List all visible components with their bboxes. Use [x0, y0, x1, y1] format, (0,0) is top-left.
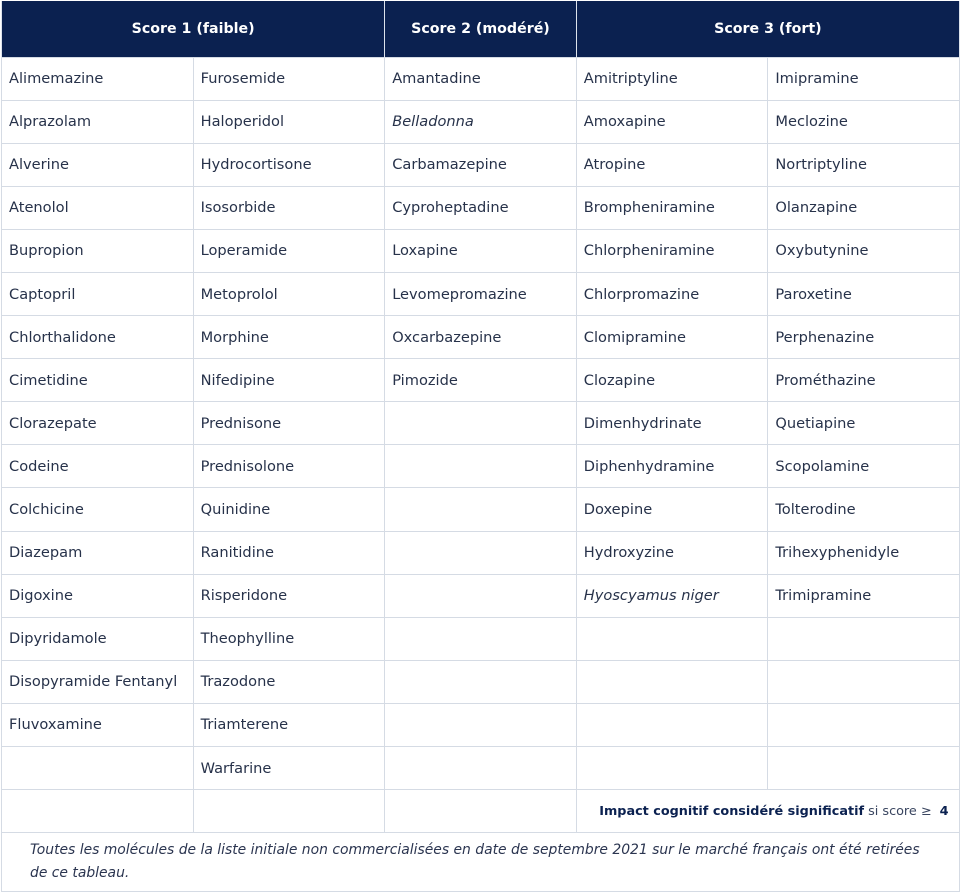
drug-name-cell: Cimetidine [2, 359, 194, 402]
empty-cell [768, 703, 960, 746]
empty-cell [2, 747, 194, 790]
drug-name-cell: Theophylline [193, 617, 385, 660]
drug-name-cell: Hyoscyamus niger [576, 574, 768, 617]
drug-name-cell: Morphine [193, 316, 385, 359]
drug-name-cell: Risperidone [193, 574, 385, 617]
empty-cell [193, 790, 385, 833]
drug-name-cell: Prométhazine [768, 359, 960, 402]
drug-name-cell: Chlorpheniramine [576, 229, 768, 272]
drug-name-cell: Clozapine [576, 359, 768, 402]
empty-cell [385, 747, 577, 790]
drug-name-cell: Tolterodine [768, 488, 960, 531]
drug-name-cell: Loxapine [385, 229, 577, 272]
drug-name-cell: Quinidine [193, 488, 385, 531]
table-header-row [2, 1, 960, 57]
drug-name-cell: Paroxetine [768, 272, 960, 315]
empty-cell [385, 402, 577, 445]
drug-name-cell: Clorazepate [2, 402, 194, 445]
table-row [2, 359, 960, 402]
drug-name-cell: Chlorpromazine [576, 272, 768, 315]
drug-name-cell: Cyproheptadine [385, 186, 577, 229]
drug-name-cell: Amantadine [385, 57, 577, 100]
empty-cell [576, 617, 768, 660]
table-row [2, 186, 960, 229]
drug-name-cell: Isosorbide [193, 186, 385, 229]
drug-name-cell: Haloperidol [193, 100, 385, 143]
impact-note [576, 790, 959, 833]
anticholinergic-score-table-wrapper [1, 1, 959, 892]
drug-name-cell: Trihexyphenidyle [768, 531, 960, 574]
drug-name-cell: Amoxapine [576, 100, 768, 143]
drug-name-cell: Chlorthalidone [2, 316, 194, 359]
drug-name-cell: Loperamide [193, 229, 385, 272]
drug-name-cell: Hydroxyzine [576, 531, 768, 574]
drug-name-cell: Ranitidine [193, 531, 385, 574]
drug-name-cell: Alprazolam [2, 100, 194, 143]
drug-name-cell: Atenolol [2, 186, 194, 229]
empty-cell [768, 617, 960, 660]
impact-note-strong: Impact cognitif considéré significatif [599, 803, 865, 819]
impact-threshold-value: 4 [939, 803, 949, 819]
empty-cell [2, 790, 194, 833]
impact-row [2, 790, 960, 833]
drug-name-cell: Prednisone [193, 402, 385, 445]
drug-name-cell: Oxybutynine [768, 229, 960, 272]
table-row [2, 488, 960, 531]
header-score-3: Score 3 (fort) [576, 1, 959, 57]
footnote: Toutes les molécules de la liste initiale non commercialisées en date de septembre 2021 sur le marché français ont été retirées de ce tableau. [2, 833, 960, 892]
header-score-2: Score 2 (modéré) [385, 1, 577, 57]
drug-name-cell: Prednisolone [193, 445, 385, 488]
drug-name-cell: Disopyramide Fentanyl [2, 660, 194, 703]
drug-name-cell: Imipramine [768, 57, 960, 100]
drug-name-cell: Atropine [576, 143, 768, 186]
empty-cell [768, 747, 960, 790]
empty-cell [768, 660, 960, 703]
table-row [2, 229, 960, 272]
drug-name-cell: Dipyridamole [2, 617, 194, 660]
impact-note-text: si score ≥ [868, 803, 932, 819]
drug-name-cell: Quetiapine [768, 402, 960, 445]
empty-cell [385, 617, 577, 660]
table-row [2, 316, 960, 359]
drug-name-cell: Metoprolol [193, 272, 385, 315]
drug-name-cell: Perphenazine [768, 316, 960, 359]
drug-name-cell: Amitriptyline [576, 57, 768, 100]
empty-cell [385, 790, 577, 833]
drug-name-cell: Captopril [2, 272, 194, 315]
drug-name-cell: Oxcarbazepine [385, 316, 577, 359]
empty-cell [385, 445, 577, 488]
drug-name-cell: Diphenhydramine [576, 445, 768, 488]
drug-name-cell: Colchicine [2, 488, 194, 531]
drug-name-cell: Meclozine [768, 100, 960, 143]
drug-name-cell: Olanzapine [768, 186, 960, 229]
drug-name-cell: Alverine [2, 143, 194, 186]
drug-name-cell: Clomipramine [576, 316, 768, 359]
drug-name-cell: Alimemazine [2, 57, 194, 100]
header-score-1: Score 1 (faible) [2, 1, 385, 57]
empty-cell [385, 574, 577, 617]
table-row [2, 402, 960, 445]
drug-name-cell: Pimozide [385, 359, 577, 402]
drug-name-cell: Scopolamine [768, 445, 960, 488]
empty-cell [385, 703, 577, 746]
empty-cell [576, 747, 768, 790]
drug-name-cell: Brompheniramine [576, 186, 768, 229]
drug-name-cell: Trimipramine [768, 574, 960, 617]
drug-name-cell: Nifedipine [193, 359, 385, 402]
table-row [2, 445, 960, 488]
drug-name-cell: Bupropion [2, 229, 194, 272]
empty-cell [385, 488, 577, 531]
table-row [2, 143, 960, 186]
table-row [2, 531, 960, 574]
empty-cell [576, 703, 768, 746]
drug-name-cell: Triamterene [193, 703, 385, 746]
table-row [2, 703, 960, 746]
table-row [2, 574, 960, 617]
empty-cell [385, 660, 577, 703]
drug-name-cell: Hydrocortisone [193, 143, 385, 186]
anticholinergic-score-table [1, 1, 960, 892]
table-row [2, 57, 960, 100]
drug-name-cell: Digoxine [2, 574, 194, 617]
drug-name-cell: Warfarine [193, 747, 385, 790]
drug-name-cell: Fluvoxamine [2, 703, 194, 746]
table-body [2, 57, 960, 892]
table-row [2, 617, 960, 660]
drug-name-cell: Codeine [2, 445, 194, 488]
footnote-row [2, 833, 960, 892]
drug-name-cell: Trazodone [193, 660, 385, 703]
table-row [2, 100, 960, 143]
drug-name-cell: Levomepromazine [385, 272, 577, 315]
table-row [2, 747, 960, 790]
drug-name-cell: Carbamazepine [385, 143, 577, 186]
drug-name-cell: Diazepam [2, 531, 194, 574]
drug-name-cell: Nortriptyline [768, 143, 960, 186]
drug-name-cell: Dimenhydrinate [576, 402, 768, 445]
empty-cell [576, 660, 768, 703]
empty-cell [385, 531, 577, 574]
drug-name-cell: Belladonna [385, 100, 577, 143]
drug-name-cell: Furosemide [193, 57, 385, 100]
table-row [2, 272, 960, 315]
drug-name-cell: Doxepine [576, 488, 768, 531]
table-row [2, 660, 960, 703]
